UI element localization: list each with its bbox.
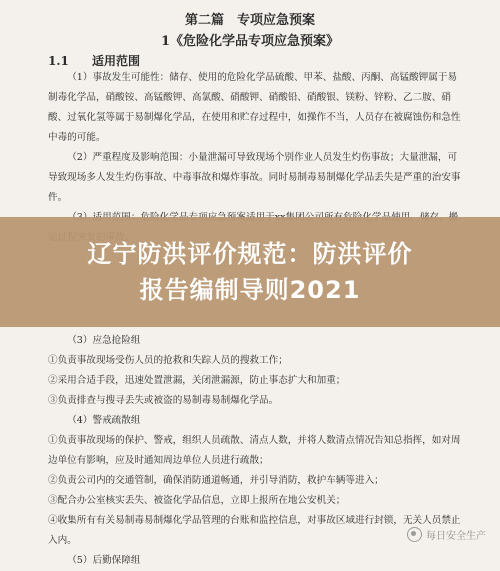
sub-heading: （4）警戒疏散组 xyxy=(67,415,141,426)
list-item: ③负责排查与搜寻丢失或被盗的易制毒易制爆化学品。 xyxy=(48,395,279,406)
paragraph: （2）严重程度及影响范围：小量泄漏可导致现场个别作业人员发生灼伤事故；大量泄漏，可导致现场多人发生灼伤事故、中毒事故和爆炸事故。同时易制毒易制爆化学品丢失是严重的治安事件。 xyxy=(48,152,461,203)
document-title: 1《危险化学品专项应急预案》 xyxy=(160,34,340,49)
list-item: ②采用合适手段，迅速处置泄漏，关闭泄漏源，防止事态扩大和加重； xyxy=(48,375,346,386)
body-text-bottom xyxy=(48,331,462,571)
part-heading: 第二篇 专项应急预案 xyxy=(184,13,315,28)
section-number: 1.1 xyxy=(48,54,69,68)
banner-line-2: 报告编制导则2021 xyxy=(139,276,361,304)
list-item: ②负责公司内的交通管制，确保消防通道畅通，并引导消防，救护车辆等进入； xyxy=(48,475,384,486)
paragraph: （1）事故发生可能性：储存、使用的危险化学品硫酸、甲苯、盐酸、丙酮、高锰酸钾属于易制毒化学品，硝酸铵、高锰酸钾、高氯酸、硝酸钾、硝酸铅、硝酸银、镁粉、锌粉、乙二胺、硝酸、过氧化氢等属于易制爆化学品，在使用和贮存过程中，如操作不当，人员存在被腐蚀伤和急性中毒的可能。 xyxy=(48,72,461,143)
watermark-text: 每日安全生产 xyxy=(426,531,486,542)
section-title: 适用范围 xyxy=(92,54,141,68)
list-item: ①负责事故现场的保护、警戒，组织人员疏散、清点人数，并将人数清点情况告知总指挥，如对周边单位有影响，应及时通知周边单位人员进行疏散； xyxy=(48,435,461,466)
sub-heading: （3）应急抢险组 xyxy=(67,335,141,346)
list-item: ④收集所有有关易制毒易制爆化学品管理的台账和监控信息，对事故区域进行封锁，无关人员禁止入内。 xyxy=(48,515,461,546)
list-item: ①负责事故现场受伤人员的抢救和失踪人员的搜救工作； xyxy=(48,355,288,366)
section-heading xyxy=(48,52,140,69)
sub-heading: （5）后勤保障组 xyxy=(67,555,141,566)
title-banner xyxy=(0,217,500,327)
list-item: ③配合办公室核实丢失、被盗化学品信息，立即上报所在地公安机关； xyxy=(48,495,346,506)
banner-line-1: 辽宁防洪评价规范：防洪评价 xyxy=(87,240,413,268)
watermark xyxy=(407,527,486,542)
wechat-icon xyxy=(407,527,422,542)
